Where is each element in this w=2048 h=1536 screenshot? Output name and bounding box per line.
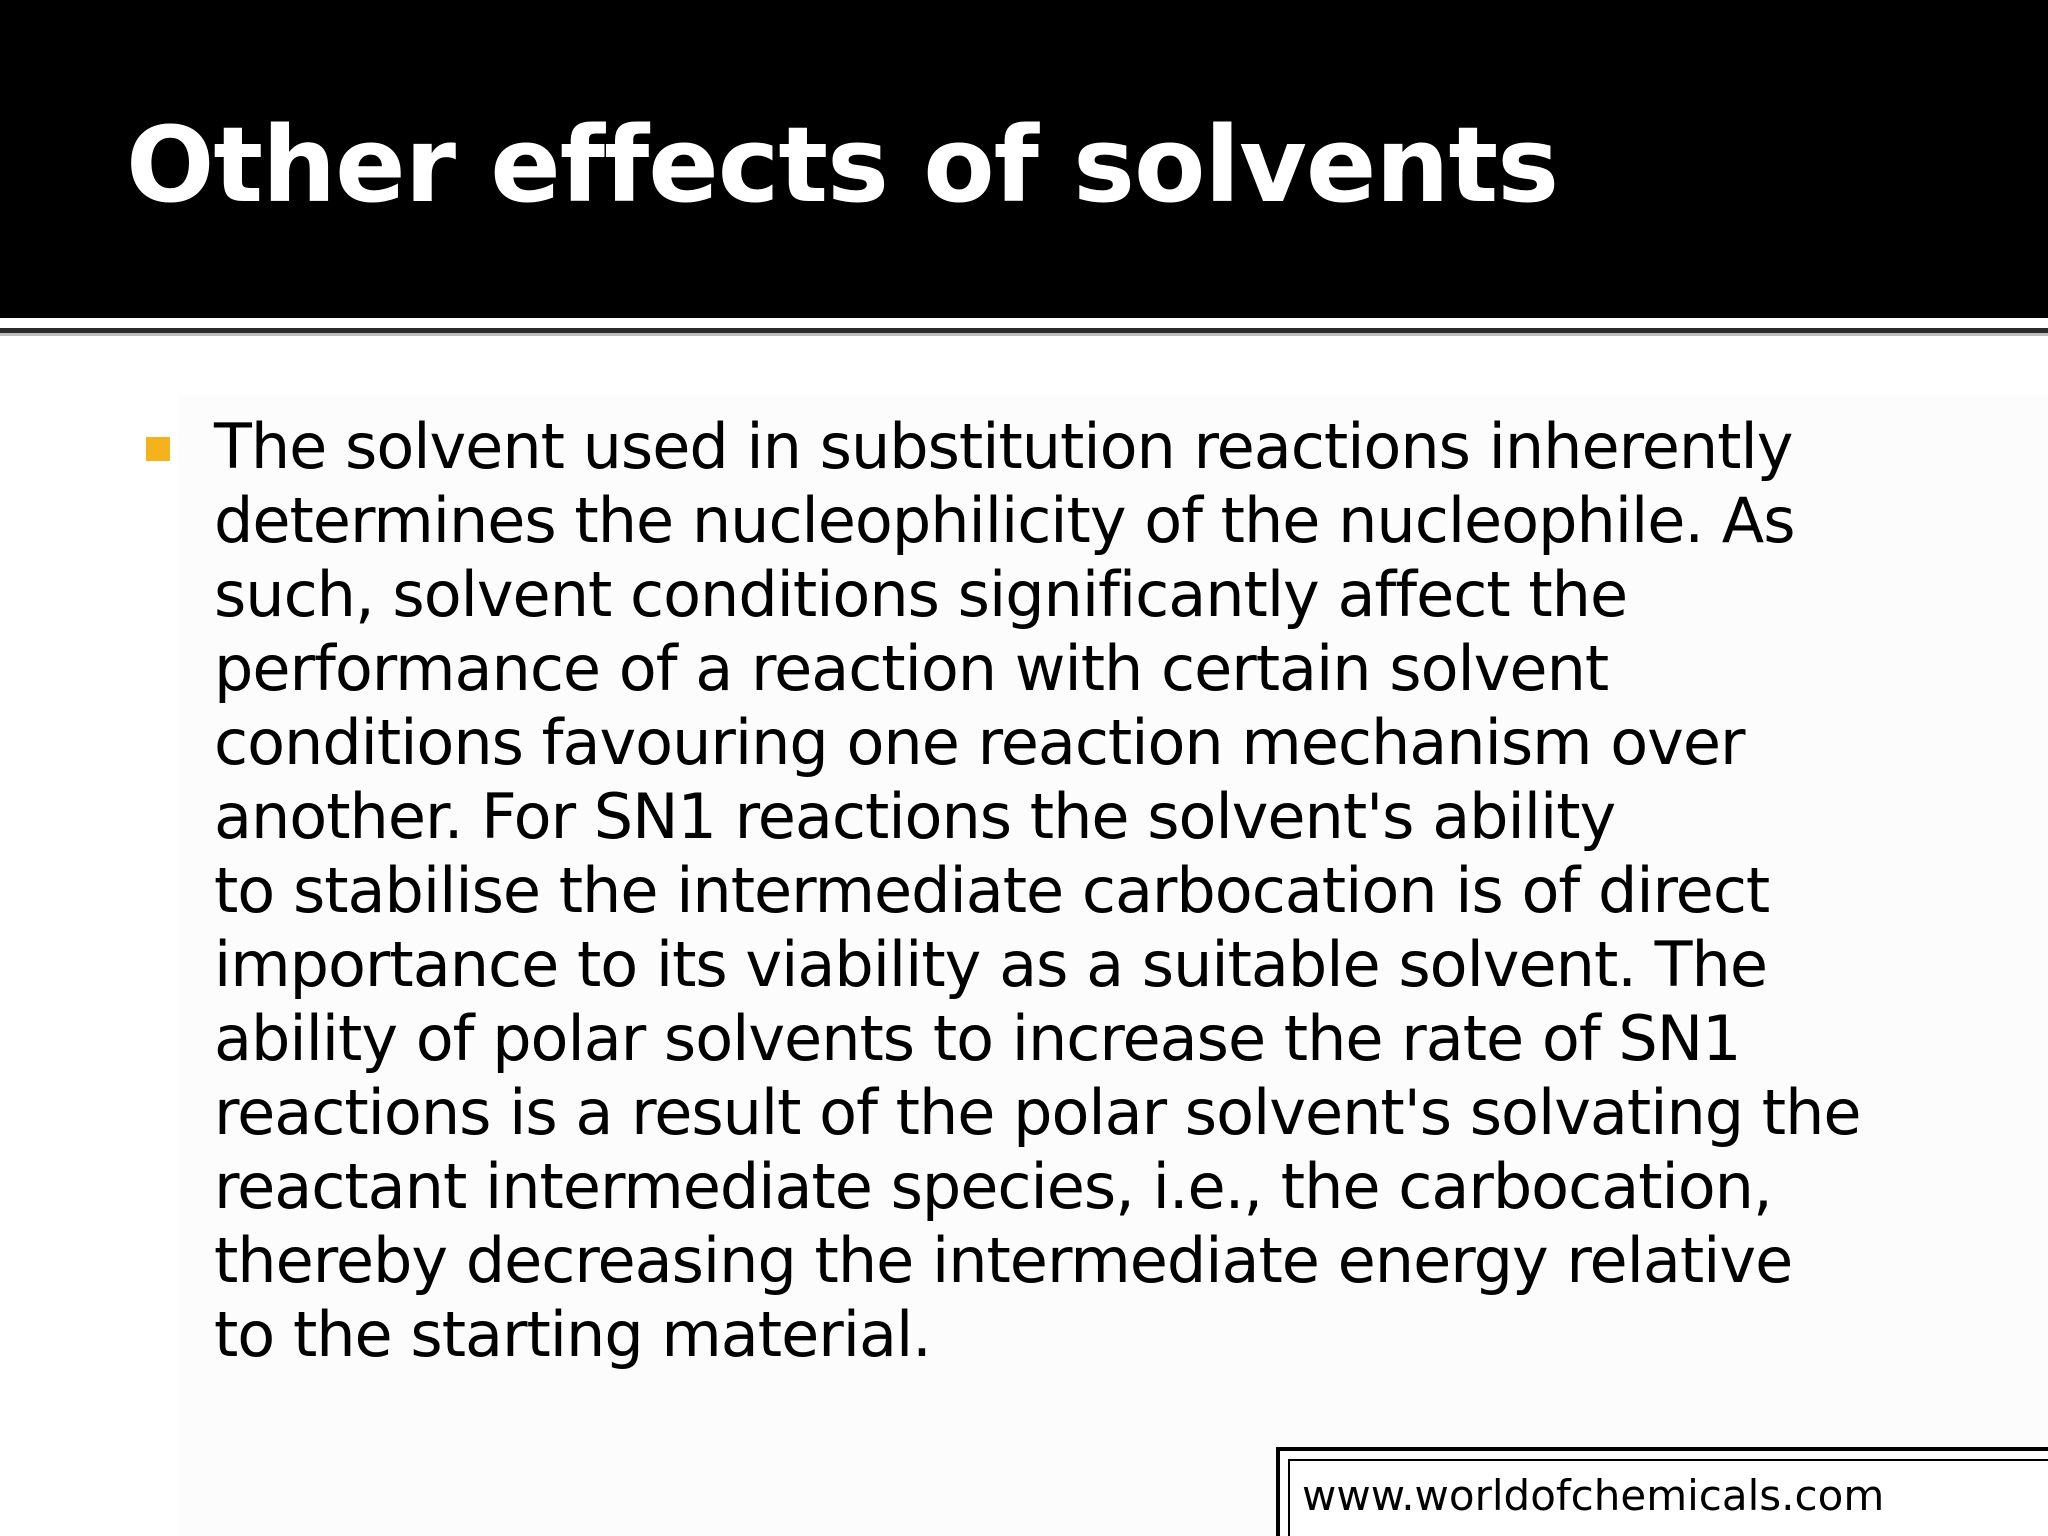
source-watermark: www.worldofchemicals.com bbox=[1302, 1471, 1885, 1520]
slide-title: Other effects of solvents bbox=[126, 104, 1559, 226]
source-watermark-box bbox=[1276, 1447, 2048, 1536]
paragraph-line: importance to its viability as a suitable solvent. The bbox=[214, 928, 1767, 1001]
paragraph-line: reactions is a result of the polar solvent's solvating the bbox=[214, 1076, 1861, 1149]
paragraph-line: reactant intermediate species, i.e., the carbocation, bbox=[214, 1150, 1772, 1223]
paragraph-line: performance of a reaction with certain solvent bbox=[214, 632, 1609, 705]
bullet-paragraph bbox=[214, 410, 1924, 1372]
title-bar bbox=[0, 0, 2048, 318]
title-divider-highlight bbox=[0, 333, 2048, 336]
paragraph-line: ability of polar solvents to increase the rate of SN1 bbox=[214, 1002, 1741, 1075]
paragraph-line: another. For SN1 reactions the solvent's ability bbox=[214, 780, 1616, 853]
paragraph-line: to stabilise the intermediate carbocation is of direct bbox=[214, 854, 1770, 927]
paragraph-line: such, solvent conditions significantly affect the bbox=[214, 558, 1628, 631]
paragraph-line: determines the nucleophilicity of the nucleophile. As bbox=[214, 484, 1795, 557]
paragraph-line: The solvent used in substitution reactions inherently bbox=[214, 410, 1793, 483]
paragraph-line: to the starting material. bbox=[214, 1298, 931, 1371]
square-bullet-icon bbox=[146, 437, 170, 461]
paragraph-line: thereby decreasing the intermediate energy relative bbox=[214, 1224, 1793, 1297]
paragraph-line: conditions favouring one reaction mechanism over bbox=[214, 706, 1745, 779]
